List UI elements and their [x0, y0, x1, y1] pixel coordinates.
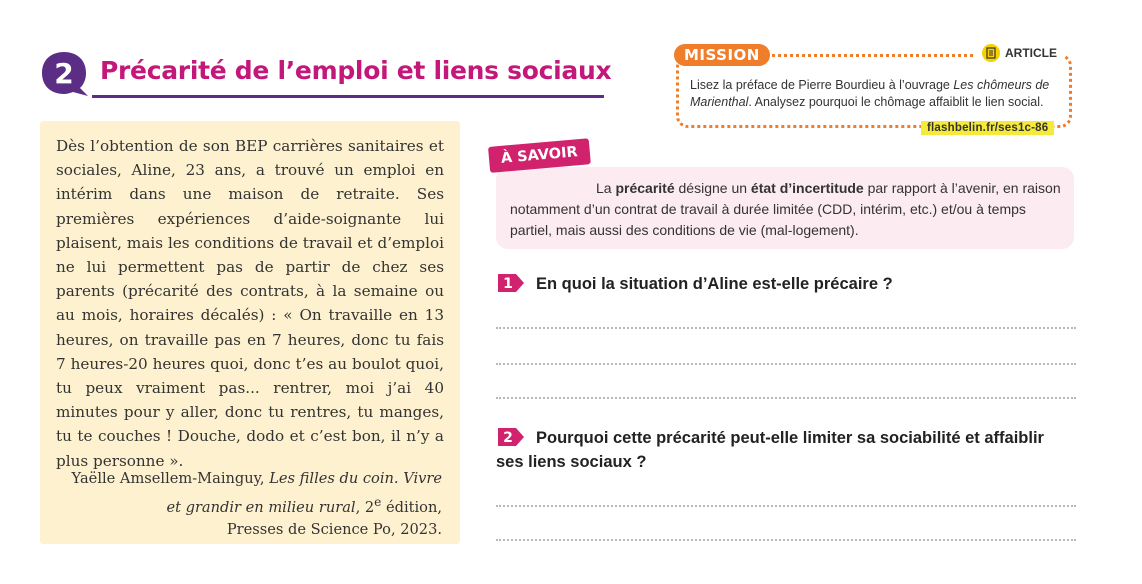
document-icon: [982, 44, 1000, 62]
question-2-text: Pourquoi cette précarité peut-elle limiter sa sociabilité et affaiblir ses liens sociaux ?: [496, 429, 1044, 471]
source-edition: , 2: [355, 498, 375, 516]
source-edition-sup: e: [374, 494, 382, 509]
flashbelin-link[interactable]: flashbelin.fr/ses1c-86: [921, 121, 1054, 135]
question-1-number: 1: [503, 276, 513, 292]
article-label: ARTICLE: [1005, 46, 1057, 60]
definition-text: La: [596, 180, 616, 196]
a-savoir-definition: [510, 178, 1062, 241]
section-title: Précarité de l’emploi et liens sociaux: [100, 56, 612, 85]
answer-line[interactable]: [496, 505, 1076, 507]
source-text: Dès l’obtention de son BEP carrières sanitaires et sociales, Aline, 23 ans, a trouvé un emploi en intérim dans une maison de retraite. Ses premières expériences d’aide-soignante lui plaisent, mais les conditions de travail et d’emploi ne lui permettent pas de partir de chez ses parents (précarité des contrats, à la semaine ou au mois, horaires décalés) : « On travaille en 13 heures, on travaille pas en 7 heures, donc tu fais 7 heures-20 heures quoi, donc t’es au boulot quoi, tu peux vraiment pas... rentrer, moi j’ai 40 minutes pour y aller, donc tu rentres, tu manges, tu te couches ! Douche, dodo et c’est bon, il n’y a plus personne ».: [56, 137, 444, 470]
answer-line[interactable]: [496, 363, 1076, 365]
title-underline: [92, 95, 604, 98]
mission-text-part: Lisez la préface de Pierre Bourdieu à l’ouvrage: [690, 78, 954, 92]
definition-text: par rapport à l’avenir, en raison notamment d’un contrat de travail à durée limitée (CDD, intérim, etc.) et/ou à temps partiel, mais aussi des conditions de vie (mal-logement).: [510, 180, 1061, 238]
question-1-number-badge: [496, 272, 526, 294]
source-author: Yaëlle Amsellem-Mainguy,: [71, 470, 270, 487]
mission-tag: MISSION: [674, 44, 770, 66]
definition-term: précarité: [615, 180, 675, 196]
source-credit: [56, 468, 442, 541]
answer-line[interactable]: [496, 327, 1076, 329]
mission-book-title: Les chômeurs de Marienthal: [690, 78, 1050, 109]
source-publisher: Presses de Science Po, 2023.: [226, 520, 442, 538]
answer-line[interactable]: [496, 539, 1076, 541]
mission-instructions: [690, 77, 1062, 111]
mission-text-part: . Analysez pourquoi le chômage affaiblit le lien social.: [748, 95, 1044, 109]
source-book-title: Les filles du coin. Vivre et grandir en milieu rural: [166, 470, 442, 516]
article-tag: [976, 44, 1063, 62]
section-number-badge: [40, 50, 90, 98]
answer-line[interactable]: [496, 397, 1076, 399]
question-1-text: En quoi la situation d’Aline est-elle précaire ?: [536, 275, 893, 293]
a-savoir-tag: À SAVOIR: [488, 138, 591, 173]
definition-term: état d’incertitude: [750, 180, 864, 196]
section-number: 2: [54, 57, 74, 90]
definition-text: désigne un: [674, 180, 751, 196]
source-edition-suffix: édition,: [381, 498, 442, 516]
question-2-number: 2: [503, 430, 513, 446]
